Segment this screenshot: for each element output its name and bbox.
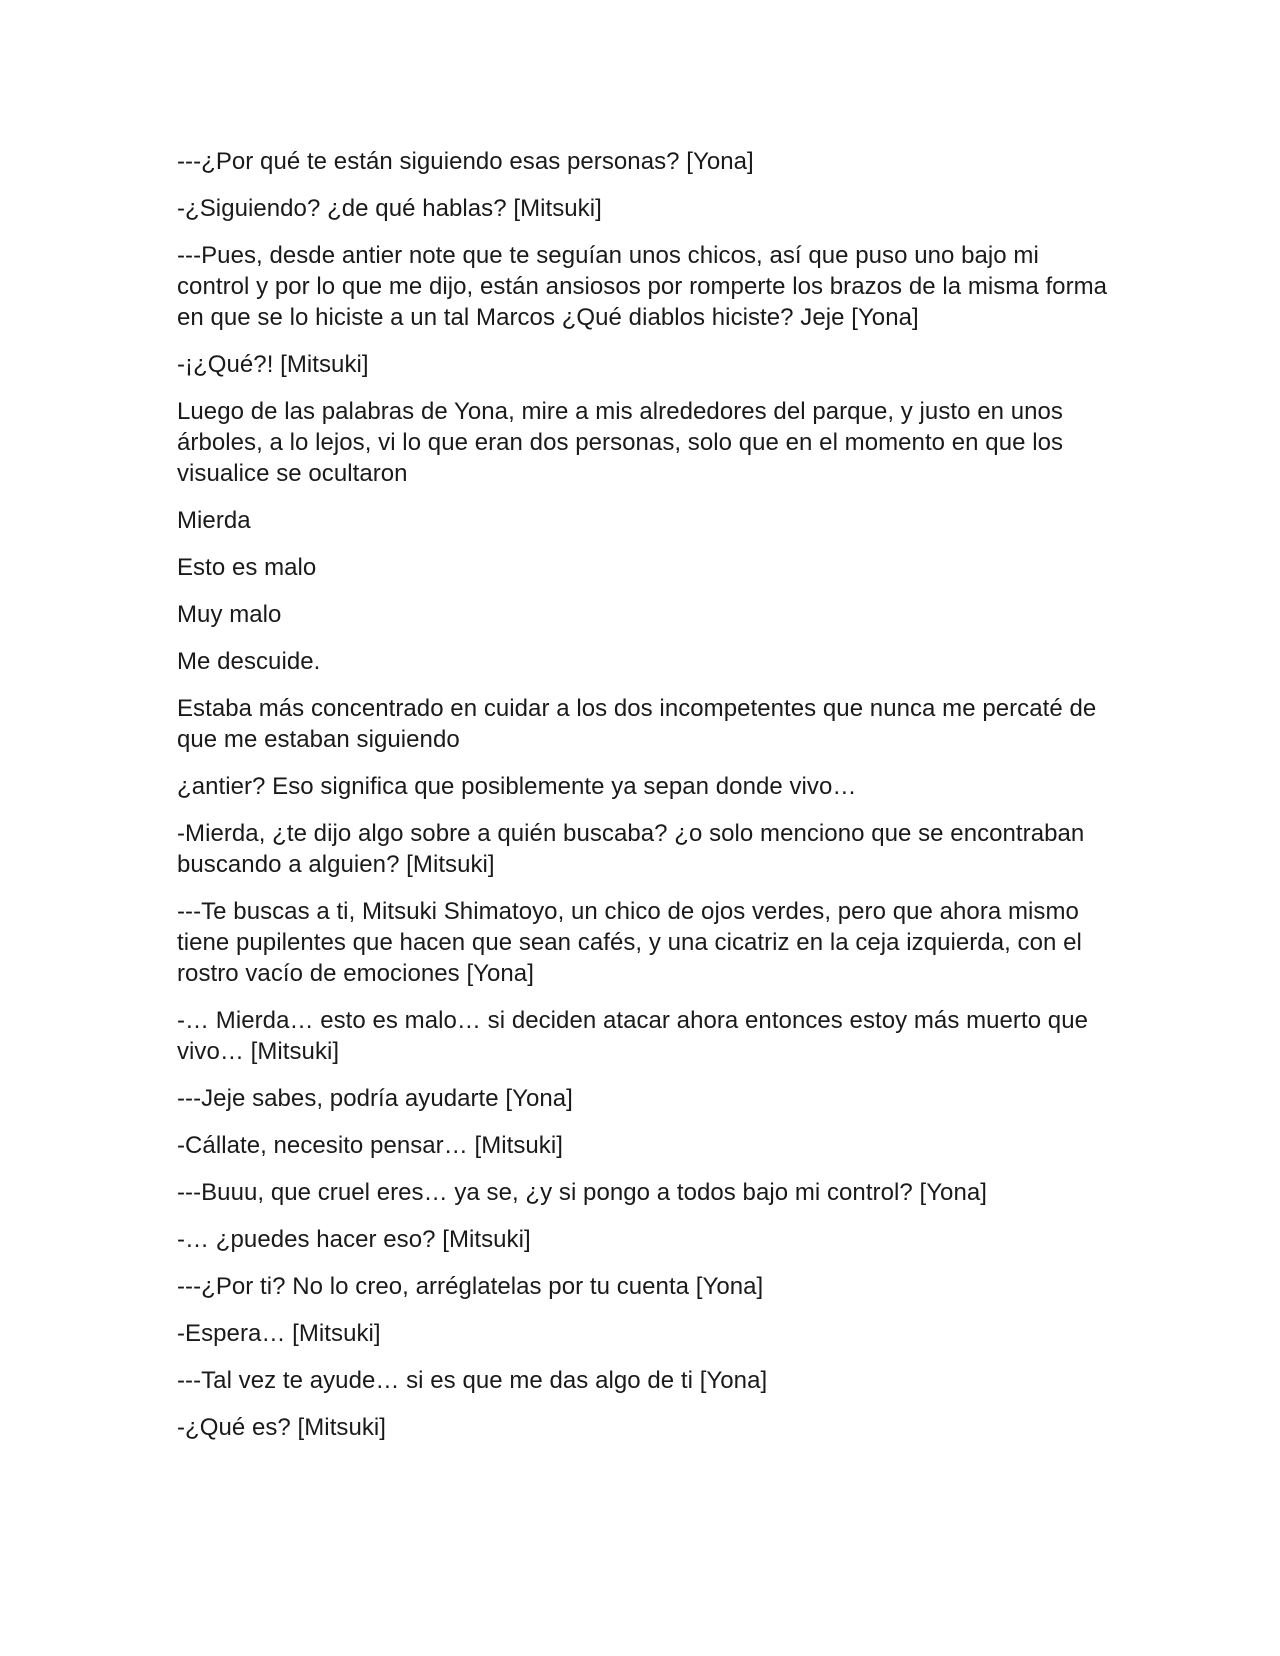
- paragraph: Estaba más concentrado en cuidar a los dos incompetentes que nunca me percaté de que me estaban siguiendo: [177, 695, 1097, 753]
- paragraph: ---¿Por qué te están siguiendo esas personas? [Yona]: [177, 148, 754, 175]
- paragraph: ---Te buscas a ti, Mitsuki Shimatoyo, un chico de ojos verdes, pero que ahora mismo tiene pupilentes que hacen que sean cafés, y una cicatriz en la ceja izquierda, con el rostro vacío de emociones [Yona]: [177, 898, 1082, 987]
- paragraph: ---Buuu, que cruel eres… ya se, ¿y si pongo a todos bajo mi control? [Yona]: [177, 1179, 987, 1206]
- document-body: [177, 146, 1117, 1459]
- paragraph: Muy malo: [177, 601, 282, 628]
- paragraph: ---Pues, desde antier note que te seguían unos chicos, así que puso uno bajo mi control y por lo que me dijo, están ansiosos por romperte los brazos de la misma forma en que se lo hiciste a un tal Marcos ¿Qué diablos hiciste? Jeje [Yona]: [177, 242, 1108, 331]
- paragraph: -¿Qué es? [Mitsuki]: [177, 1414, 387, 1441]
- paragraph: -… ¿puedes hacer eso? [Mitsuki]: [177, 1226, 531, 1253]
- paragraph: ---Jeje sabes, podría ayudarte [Yona]: [177, 1085, 573, 1112]
- paragraph: Esto es malo: [177, 554, 317, 581]
- paragraph: Mierda: [177, 507, 251, 534]
- paragraph: Me descuide.: [177, 648, 321, 675]
- paragraph: -Mierda, ¿te dijo algo sobre a quién buscaba? ¿o solo menciono que se encontraban buscando a alguien? [Mitsuki]: [177, 820, 1085, 878]
- paragraph: Luego de las palabras de Yona, mire a mis alrededores del parque, y justo en unos árboles, a lo lejos, vi lo que eran dos personas, solo que en el momento en que los visualice se ocultaron: [177, 398, 1064, 487]
- paragraph: -¡¿Qué?! [Mitsuki]: [177, 351, 369, 378]
- paragraph: ---¿Por ti? No lo creo, arréglatelas por tu cuenta [Yona]: [177, 1273, 764, 1300]
- paragraph: ¿antier? Eso significa que posiblemente ya sepan donde vivo…: [177, 773, 857, 800]
- paragraph: ---Tal vez te ayude… si es que me das algo de ti [Yona]: [177, 1367, 768, 1394]
- paragraph: -Espera… [Mitsuki]: [177, 1320, 381, 1347]
- paragraph: -Cállate, necesito pensar… [Mitsuki]: [177, 1132, 563, 1159]
- paragraph: -¿Siguiendo? ¿de qué hablas? [Mitsuki]: [177, 195, 602, 222]
- paragraph: -… Mierda… esto es malo… si deciden atacar ahora entonces estoy más muerto que vivo… [Mitsuki]: [177, 1007, 1089, 1065]
